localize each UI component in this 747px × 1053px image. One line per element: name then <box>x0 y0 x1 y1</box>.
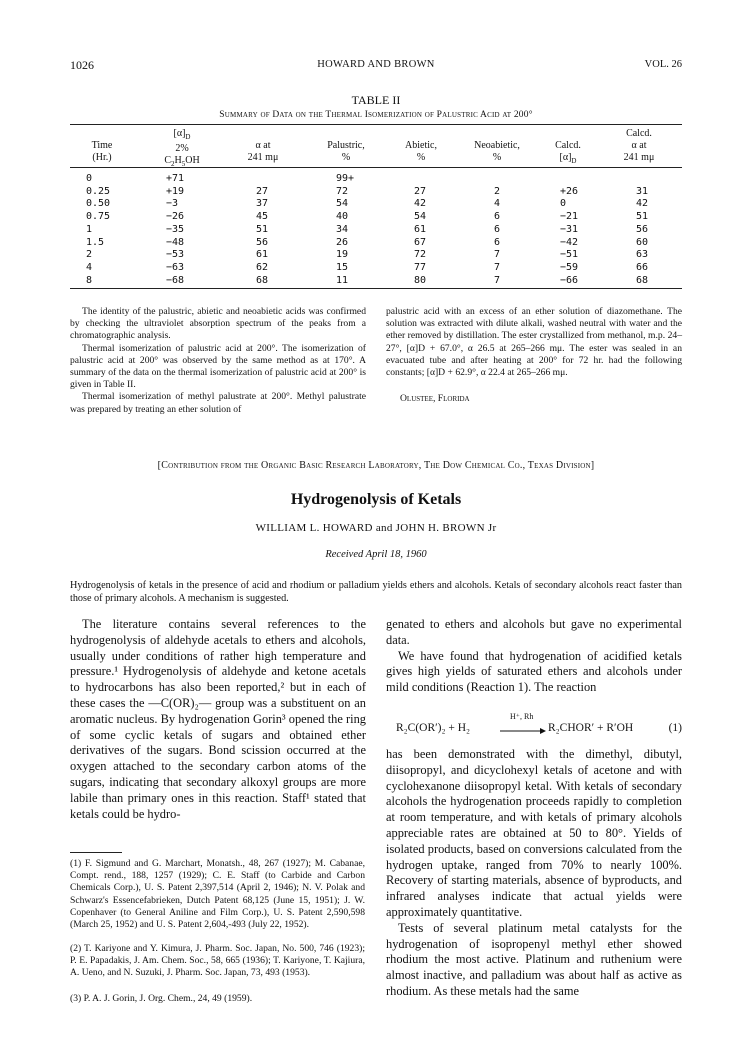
table-cell: 99+ <box>336 173 355 184</box>
footnote-rule <box>70 852 122 853</box>
location-line: Olustee, Florida <box>400 393 470 405</box>
table-cell: −53 <box>166 249 185 261</box>
table-top-rule <box>70 124 682 125</box>
body-right-top <box>386 617 682 696</box>
body-right-bottom <box>386 747 682 1000</box>
table-cell: 68 <box>636 274 649 286</box>
table-cell: 62 <box>256 261 269 273</box>
table-cell: 27 <box>414 185 427 197</box>
table-cell: 6 <box>494 211 501 223</box>
table-cell: 4 <box>494 198 501 210</box>
th-calcd-alpha-d: Calcd. $[\alpha]_D$ <box>555 140 581 165</box>
th-time: Time (Hr.) <box>91 140 113 163</box>
table-cell: +71 <box>166 173 185 184</box>
table-cell: 0.50 <box>86 198 111 210</box>
table-cell: 7 <box>494 261 501 273</box>
table-cell: 7 <box>494 249 501 261</box>
table-cell: 51 <box>256 223 269 235</box>
running-head <box>70 58 682 76</box>
equation-number: (1) <box>668 722 682 734</box>
table-cell: 19 <box>336 249 349 261</box>
paragraph: We have found that hydrogenation of acidified ketals gives high yields of saturated ethers and alcohols under mild conditions (Reaction 1). The reaction <box>386 648 682 695</box>
table-cell: 0 <box>86 173 93 184</box>
table-cell: 42 <box>636 198 649 210</box>
table-cell: 26 <box>336 236 349 248</box>
table-cell: 4 <box>86 261 93 273</box>
reaction-equation <box>388 712 682 742</box>
th-abietic: Abietic, % <box>405 140 437 163</box>
table-cell: 2 <box>86 249 93 261</box>
reaction-arrow-icon <box>500 726 546 736</box>
paragraph: The literature contains several references to the hydrogenolysis of aldehyde acetals to ethers and alcohols, usually under conditions of rather high temperature and pressure.¹ Hydrogenolysis of aldehyde and ketone acetals to hydrocarbons has also been reported,² but in each of these cases the —C(OR)₂— group was a substituent on an aromatic nucleus. By hydrogenation Gorin³ opened the ring of some cyclic ketals of sugars and obtained ether derivatives of the sugars. Bond scission occurred at the oxygen attached to the secondary carbon atoms of the sugars, indicating that secondary alkoxyl groups are more labile than primary ones in this reaction. Staff¹ stated that ketals could be hydro- <box>70 617 366 821</box>
abstract: Hydrogenolysis of ketals in the presence of acid and rhodium or palladium yields ethers and alcohols. Ketals of secondary alcohols react faster than those of primary alcohols. A mechanism is suggested. <box>70 580 682 604</box>
table-cell: −3 <box>166 198 179 210</box>
table-cell: 37 <box>256 198 269 210</box>
th-alpha-241: α at 241 mμ <box>247 140 279 163</box>
table-cell: +19 <box>166 185 185 197</box>
table-cell: −48 <box>166 236 185 248</box>
table-caption: Summary of Data on the Thermal Isomerization of Palustric Acid at 200° <box>219 110 533 120</box>
th-neoabietic: Neoabietic, % <box>474 140 520 163</box>
paragraph: The identity of the palustric, abietic and neoabietic acids was confirmed by checking the ultraviolet absorption spectrum of the peaks from a chromatographic analysis. <box>70 306 366 342</box>
upper-left-column <box>70 306 366 416</box>
equation-rhs: R₂CHOR′ + R′OH <box>548 722 634 734</box>
table-cell: 66 <box>636 261 649 273</box>
table-cell: 72 <box>414 249 427 261</box>
table-cell: 45 <box>256 211 269 223</box>
paragraph: Thermal isomerization of palustric acid at 200°. The isomerization of palustric acid at 200° was observed by the same method as at 170°. A summary of the data on the thermal isomerization of palustric acid at 200° is given in Table II. <box>70 342 366 391</box>
page-number: 1026 <box>70 58 94 72</box>
table-cell: 56 <box>636 223 649 235</box>
table-cell: 7 <box>494 274 501 286</box>
running-head-authors: HOWARD AND BROWN <box>317 59 435 70</box>
table-cell: 63 <box>636 249 649 261</box>
received-date: Received April 18, 1960 <box>325 549 427 560</box>
body-left-column <box>70 617 366 822</box>
table-cell: 72 <box>336 185 349 197</box>
table-cell: 27 <box>256 185 269 197</box>
table-cell: 1.5 <box>86 236 105 248</box>
footnote-1: (1) F. Sigmund and G. Marchart, Monatsh., 48, 267 (1927); M. Cabanae, Compt. rend., 188, 1257 (1929); C. E. Staff (to Carbide and Carbon Chemicals Corp.), U. S. Patent 2,397,514 (April 2, 1946); N. V. Polak and Schwarz's Essencefabrieken, Dutch Patent 68,125 (June 15, 1951); J. W. Copenhaver (to General Aniline and Film Corp.), U. S. Patent 2,590,598 (March 25, 1952) and U. S. Patent 2,604,-493 (July 22, 1952). <box>70 858 365 931</box>
table-cell: −68 <box>166 274 185 286</box>
table-cell: 11 <box>336 274 349 286</box>
table-cell: 0.75 <box>86 211 111 223</box>
table-cell: −66 <box>560 274 579 286</box>
paragraph: has been demonstrated with the dimethyl, dibutyl, diisopropyl, and dicyclohexyl ketals of acetone and with cyclohexanone diisopropyl ketal. With ketals of secondary alcohols the hydrogenation proceeds rapidly to completion at room temperature, and with ketals of primary alcohols appreciable rates are obtained at 50 to 80°. Yields of isolated products, based on conversions calculated from the hydrogen uptake, ranged from 70% to nearly 100%. Recovery of starting materials, absence of byproducts, and infrared analyses indicate that actual yields were approximately quantitative. <box>386 747 682 919</box>
table-cell: 56 <box>256 236 269 248</box>
table-cell: 61 <box>414 223 427 235</box>
table-cell: 54 <box>414 211 427 223</box>
article-title: Hydrogenolysis of Ketals <box>290 491 462 508</box>
footnote-3: (3) P. A. J. Gorin, J. Org. Chem., 24, 49 (1959). <box>70 993 253 1004</box>
table-cell: 80 <box>414 274 427 286</box>
table-cell: 40 <box>336 211 349 223</box>
table-cell: −42 <box>560 236 579 248</box>
upper-right-column <box>386 306 682 405</box>
equation-arrow-label: H⁺, Rh <box>510 712 534 721</box>
th-palustric: Palustric, % <box>327 140 365 163</box>
table-cell: −51 <box>560 249 579 261</box>
table-cell: 1 <box>86 223 93 235</box>
table-cell: 31 <box>636 185 649 197</box>
equation-lhs: R₂C(OR′)₂ + H₂ <box>396 722 471 734</box>
table-cell: 34 <box>336 223 349 235</box>
table-title: TABLE II <box>351 93 401 107</box>
table-cell: 6 <box>494 236 501 248</box>
table-cell: −21 <box>560 211 579 223</box>
table-cell: 54 <box>336 198 349 210</box>
table-cell: 6 <box>494 223 501 235</box>
table-cell: 0.25 <box>86 185 111 197</box>
table-cell: −63 <box>166 261 185 273</box>
paragraph: palustric acid with an excess of an ether solution of diazomethane. The solution was extracted with dilute alkali, washed neutral with water and the ether removed by distillation. The ester crystallized from methanol, m.p. 24–27°, [α]D + 67.0°, α 26.5 at 265–266 mμ. The ester was sealed in an evacuated tube and after heating at 200° for 72 hr. had the following constants; [α]D + 62.9°, α 22.4 at 265–266 mμ. <box>386 306 682 379</box>
th-calcd-alpha-241: Calcd. α at 241 mμ <box>623 128 655 163</box>
table-cell: −31 <box>560 223 579 235</box>
table-cell: 51 <box>636 211 649 223</box>
th-alpha-d: $[\alpha]_D$ 2% $C_2H_5OH$ <box>164 128 200 168</box>
table-cell: +26 <box>560 185 579 197</box>
table-cell: 60 <box>636 236 649 248</box>
table-bottom-rule <box>70 288 682 289</box>
footnote-2: (2) T. Kariyone and Y. Kimura, J. Pharm. Soc. Japan, No. 500, 746 (1923); P. E. Papadakis, J. Am. Chem. Soc., 58, 665 (1936); T. Kariyone, T. Kajiura, A. Ueno, and N. Suzuki, J. Pharm. Soc. Japan, 73, 493 (1953). <box>70 943 365 979</box>
authors: WILLIAM L. HOWARD and JOHN H. BROWN Jr <box>255 522 497 534</box>
table-cell: 67 <box>414 236 427 248</box>
table-cell: −35 <box>166 223 185 235</box>
table-cell: −59 <box>560 261 579 273</box>
affiliation: [Contribution from the Organic Basic Research Laboratory, The Dow Chemical Co., Texas Division] <box>157 460 595 471</box>
table-cell: 8 <box>86 274 93 286</box>
table-cell: 0 <box>560 198 567 210</box>
paragraph: Tests of several platinum metal catalysts for the hydrogenation of isopropenyl methyl ether showed rhodium the most active. Platinum and ruthenium were almost inactive, and palladium was about half as active as rhodium. As these metals had the same <box>386 920 682 998</box>
table-cell: 68 <box>256 274 269 286</box>
volume-label: VOL. 26 <box>644 59 682 70</box>
table-cell: 77 <box>414 261 427 273</box>
table-cell: 15 <box>336 261 349 273</box>
table-cell: −26 <box>166 211 185 223</box>
table-cell: 42 <box>414 198 427 210</box>
table-cell: 2 <box>494 185 501 197</box>
paragraph: genated to ethers and alcohols but gave no experimental data. <box>386 617 682 647</box>
paragraph: Thermal isomerization of methyl palustrate at 200°. Methyl palustrate was prepared by treating an ether solution of <box>70 391 366 415</box>
table-cell: 61 <box>256 249 269 261</box>
